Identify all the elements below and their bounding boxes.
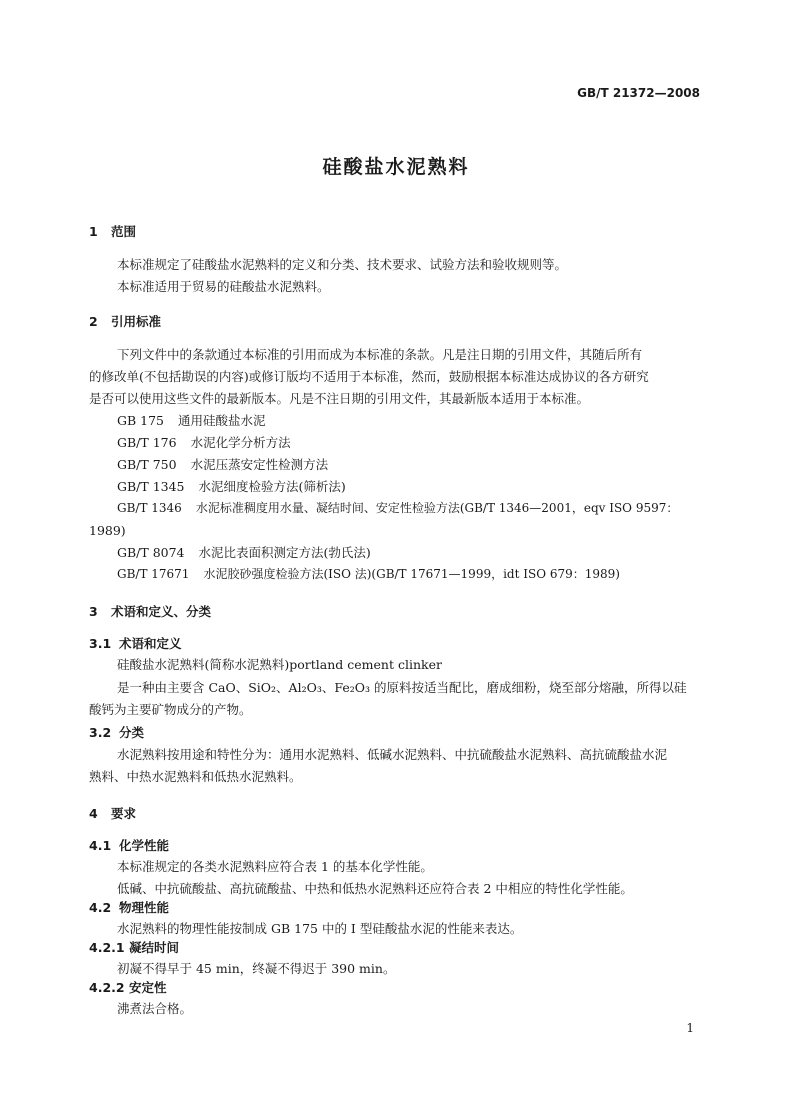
subsection-title: 分类	[119, 725, 145, 740]
reference-code: GB/T 176	[117, 435, 177, 450]
reference-title: 水泥比表面积测定方法(勃氏法)	[198, 545, 371, 560]
reference-title: 水泥胶砂强度检验方法(ISO 法)(GB/T 17671—1999，idt ISO 679：1989)	[203, 567, 620, 581]
subsection-number: 3.1	[89, 636, 112, 651]
subsection-title: 化学性能	[119, 838, 170, 853]
document-title: 硅酸盐水泥熟料	[322, 156, 470, 178]
subsection-title: 物理性能	[119, 900, 170, 915]
paragraph-line: 的修改单(不包括勘误的内容)或修订版均不适用于本标准，然而，鼓励根据本标准达成协议的各方研究	[89, 369, 649, 384]
section-number: 1	[89, 224, 98, 239]
reference-item	[117, 454, 328, 475]
paragraph: 本标准适用于贸易的硅酸盐水泥熟料。	[117, 279, 330, 294]
reference-item	[117, 432, 291, 453]
subsection-title: 安定性	[129, 980, 167, 995]
subsection-number: 4.2	[89, 900, 112, 915]
section-title: 引用标准	[111, 314, 162, 329]
reference-title: 水泥化学分析方法	[190, 435, 291, 450]
section-title: 术语和定义、分类	[111, 604, 212, 619]
section-number: 3	[89, 604, 98, 619]
section-4-heading	[89, 804, 136, 822]
reference-title: 水泥压蒸安定性检测方法	[190, 457, 329, 472]
section-2-heading	[89, 312, 161, 330]
subsection-4-2-1-heading	[89, 938, 179, 956]
reference-code: GB/T 1346	[117, 501, 182, 515]
paragraph-line: 水泥熟料按用途和特性分为：通用水泥熟料、低碱水泥熟料、中抗硫酸盐水泥熟料、高抗硫酸盐水泥	[117, 747, 668, 762]
subsection-number: 4.2.1	[89, 940, 125, 955]
subsection-4-2-2-heading	[89, 978, 167, 996]
reference-item	[117, 476, 346, 497]
subsection-3-1-heading	[89, 634, 182, 652]
reference-code: GB/T 1345	[117, 479, 185, 494]
subsection-4-2-heading	[89, 898, 169, 916]
reference-continuation: 1989)	[89, 523, 126, 538]
paragraph-line: 下列文件中的条款通过本标准的引用而成为本标准的条款。凡是注日期的引用文件，其随后所有	[117, 347, 643, 362]
reference-item	[117, 542, 371, 563]
reference-title: 水泥细度检验方法(筛析法)	[198, 479, 346, 494]
section-number: 2	[89, 314, 98, 329]
standard-number: GB/T 21372—2008	[577, 86, 700, 100]
paragraph-line: 是否可以使用这些文件的最新版本。凡是不注日期的引用文件，其最新版本适用于本标准。	[89, 391, 590, 406]
section-title: 要求	[111, 806, 137, 821]
term-entry: 硅酸盐水泥熟料(简称水泥熟料)portland cement clinker	[117, 657, 442, 672]
reference-code: GB 175	[117, 413, 165, 428]
reference-item	[117, 410, 266, 431]
reference-item	[117, 498, 678, 519]
reference-item	[117, 564, 620, 585]
paragraph-line: 本标准规定的各类水泥熟料应符合表 1 的基本化学性能。	[117, 859, 433, 874]
subsection-title: 凝结时间	[129, 940, 180, 955]
subsection-title: 术语和定义	[119, 636, 182, 651]
reference-title: 水泥标准稠度用水量、凝结时间、安定性检验方法(GB/T 1346—2001，eqv ISO 9597：	[195, 501, 679, 515]
page-number: 1	[686, 1021, 694, 1035]
definition-line: 酸钙为主要矿物成分的产物。	[89, 702, 252, 717]
section-1-heading	[89, 222, 136, 240]
subsection-number: 4.1	[89, 838, 112, 853]
reference-code: GB/T 8074	[117, 545, 185, 560]
paragraph-line: 初凝不得早于 45 min，终凝不得迟于 390 min。	[117, 961, 396, 976]
subsection-3-2-heading	[89, 723, 144, 741]
definition-line: 是一种由主要含 CaO、SiO₂、Al₂O₃、Fe₂O₃ 的原料按适当配比，磨成细粉，烧至部分熔融，所得以硅	[117, 680, 687, 695]
section-3-heading	[89, 602, 211, 620]
reference-code: GB/T 750	[117, 457, 177, 472]
section-number: 4	[89, 806, 98, 821]
paragraph-line: 水泥熟料的物理性能按制成 GB 175 中的 I 型硅酸盐水泥的性能来表达。	[117, 921, 523, 936]
reference-code: GB/T 17671	[117, 567, 190, 581]
subsection-number: 3.2	[89, 725, 112, 740]
paragraph: 本标准规定了硅酸盐水泥熟料的定义和分类、技术要求、试验方法和验收规则等。	[117, 257, 568, 272]
section-title: 范围	[111, 224, 137, 239]
subsection-4-1-heading	[89, 836, 169, 854]
paragraph-line: 熟料、中热水泥熟料和低热水泥熟料。	[89, 769, 302, 784]
subsection-number: 4.2.2	[89, 980, 125, 995]
paragraph-line: 沸煮法合格。	[117, 1001, 193, 1016]
reference-title: 通用硅酸盐水泥	[178, 413, 266, 428]
paragraph-line: 低碱、中抗硫酸盐、高抗硫酸盐、中热和低热水泥熟料还应符合表 2 中相应的特性化学性能。	[117, 881, 633, 896]
